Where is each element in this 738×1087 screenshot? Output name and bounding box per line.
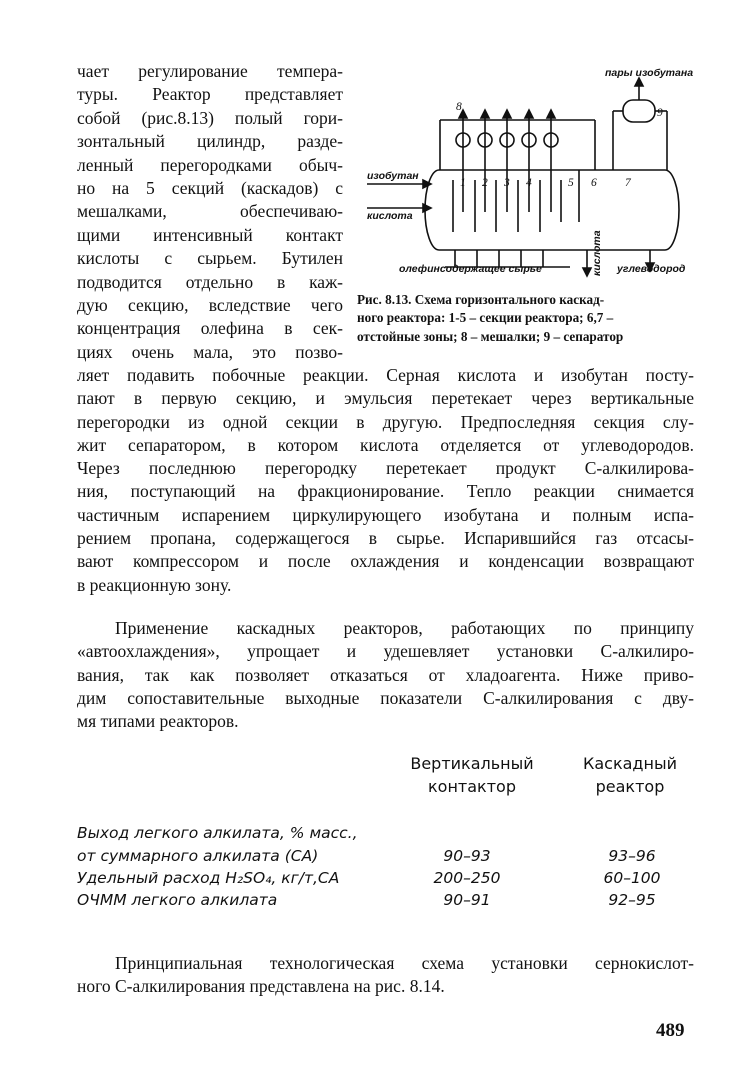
text-line: собой (рис.8.13) полый гори- [77,107,343,128]
settler-number: 7 [625,177,631,189]
partitions [453,170,579,232]
label-acid-out: кислота [591,230,603,276]
text-line: мешалками, обеспечиваю- [77,201,343,222]
mixer-number: 8 [456,101,462,113]
text-line: рением пропана, содержащегося в сырье. Испарившийся газ отсасы- [77,528,694,549]
label-vapors: пары изобутана [605,67,693,79]
text-line: вания, так как позволяет отказаться от хладоагента. Ниже приво- [77,664,694,685]
table-cell: 90–93 [443,847,491,865]
text-line: Принципиальная технологическая схема установки сернокислот- [115,953,694,973]
label-acid-in: кислота [367,210,413,222]
section-number: 3 [504,177,510,189]
text-line: вают компрессором и после охлаждения и конденсации возвращают [77,551,694,572]
table-cell: 60–100 [603,869,661,887]
text-line: концентрация олефина в сек- [77,318,343,339]
text-line: дим сопоставительные выходные показатели С-алкилирования с дву- [77,687,694,708]
text-line: «автоохлаждения», упрощает и удешевляет установки С-алкилиро- [77,641,694,662]
separator-number: 9 [657,107,663,119]
section-number: 5 [568,177,574,189]
text-line: пают в первую секцию, и эмульсия перетекает через вертикальные [77,388,694,409]
table-cell: 90–91 [443,891,491,909]
row-label: Удельный расход H₂SO₄, кг/т,СА [77,869,340,887]
caption-line: Рис. 8.13. Схема горизонтального каскад- [357,292,605,307]
text-line: Применение каскадных реакторов, работающих по принципу [115,618,694,638]
text-line: ленный перегородками обыч- [77,154,343,175]
paragraph-3 [77,952,694,999]
mixers [456,110,558,212]
reactor-figure [355,62,693,290]
text-line: мя типами реакторов. [77,711,239,732]
text-line: туры. Реактор представляет [77,84,343,105]
text-line: ния, поступающий на фракционирование. Тепло реакции снимается [77,481,694,502]
separator-vessel [623,100,655,122]
text-line: перегородки из одной секции в другую. Предпоследняя секция слу- [77,411,694,432]
text-line: в реакционную зону. [77,574,232,595]
paragraph-1 [77,364,694,597]
label-hydrocarbons: углеводород [617,263,686,275]
figure-caption [357,291,693,346]
text-line: щими интенсивный контакт [77,224,343,245]
text-line: ного С-алкилирования представлена на рис. 8.14. [77,976,445,997]
column-header-cascade: Каскадный реактор [583,754,677,796]
text-line: Через последнюю перегородку перетекает продукт С-алкилирова- [77,458,694,479]
caption-line: отстойные зоны; 8 – мешалки; 9 – сепаратор [357,328,624,344]
text-line: но на 5 секций (каскадов) с [77,178,343,199]
text-line: дую секцию, вследствие чего [77,295,343,316]
text-line: ляет подавить побочные реакции. Серная кислота и изобутан посту- [77,365,694,385]
settler-number: 6 [591,177,597,189]
table-cell: 92–95 [608,891,656,909]
table-cell: 93–96 [608,847,656,865]
row-label: Выход легкого алкилата, % масс., [77,824,358,842]
paragraph-2 [77,617,694,733]
page-number: 489 [656,1020,685,1041]
text-line: чает регулирование темпера- [77,61,343,81]
label-isobutane: изобутан [367,170,419,182]
caption-line: ного реактора: 1-5 – секции реактора; 6,7 – [357,310,614,326]
text-line: подводится отдельно в каж- [77,271,343,292]
text-line: жит сепаратором, в котором кислота отделяется от углеводородов. [77,434,694,455]
text-line: зонтальный цилиндр, разде- [77,131,343,152]
section-number: 1 [460,177,466,189]
row-label: ОЧММ легкого алкилата [77,891,278,909]
text-line: частичным испарением циркулирующего изобутана и полным испа- [77,504,694,525]
section-number: 4 [526,177,532,189]
row-label: от суммарного алкилата (СА) [77,847,319,865]
comparison-table [77,752,694,922]
text-line: кислоты с сырьем. Бутилен [77,248,343,269]
label-feed: олефинсодержащее сырье [399,263,542,275]
reactor-diagram [355,62,693,290]
table-cell: 200–250 [433,869,501,887]
left-column-text [77,60,343,364]
column-header-vertical: Вертикальный контактор [410,754,534,796]
text-line: циях очень мала, это позво- [77,341,343,362]
section-number: 2 [482,177,488,189]
